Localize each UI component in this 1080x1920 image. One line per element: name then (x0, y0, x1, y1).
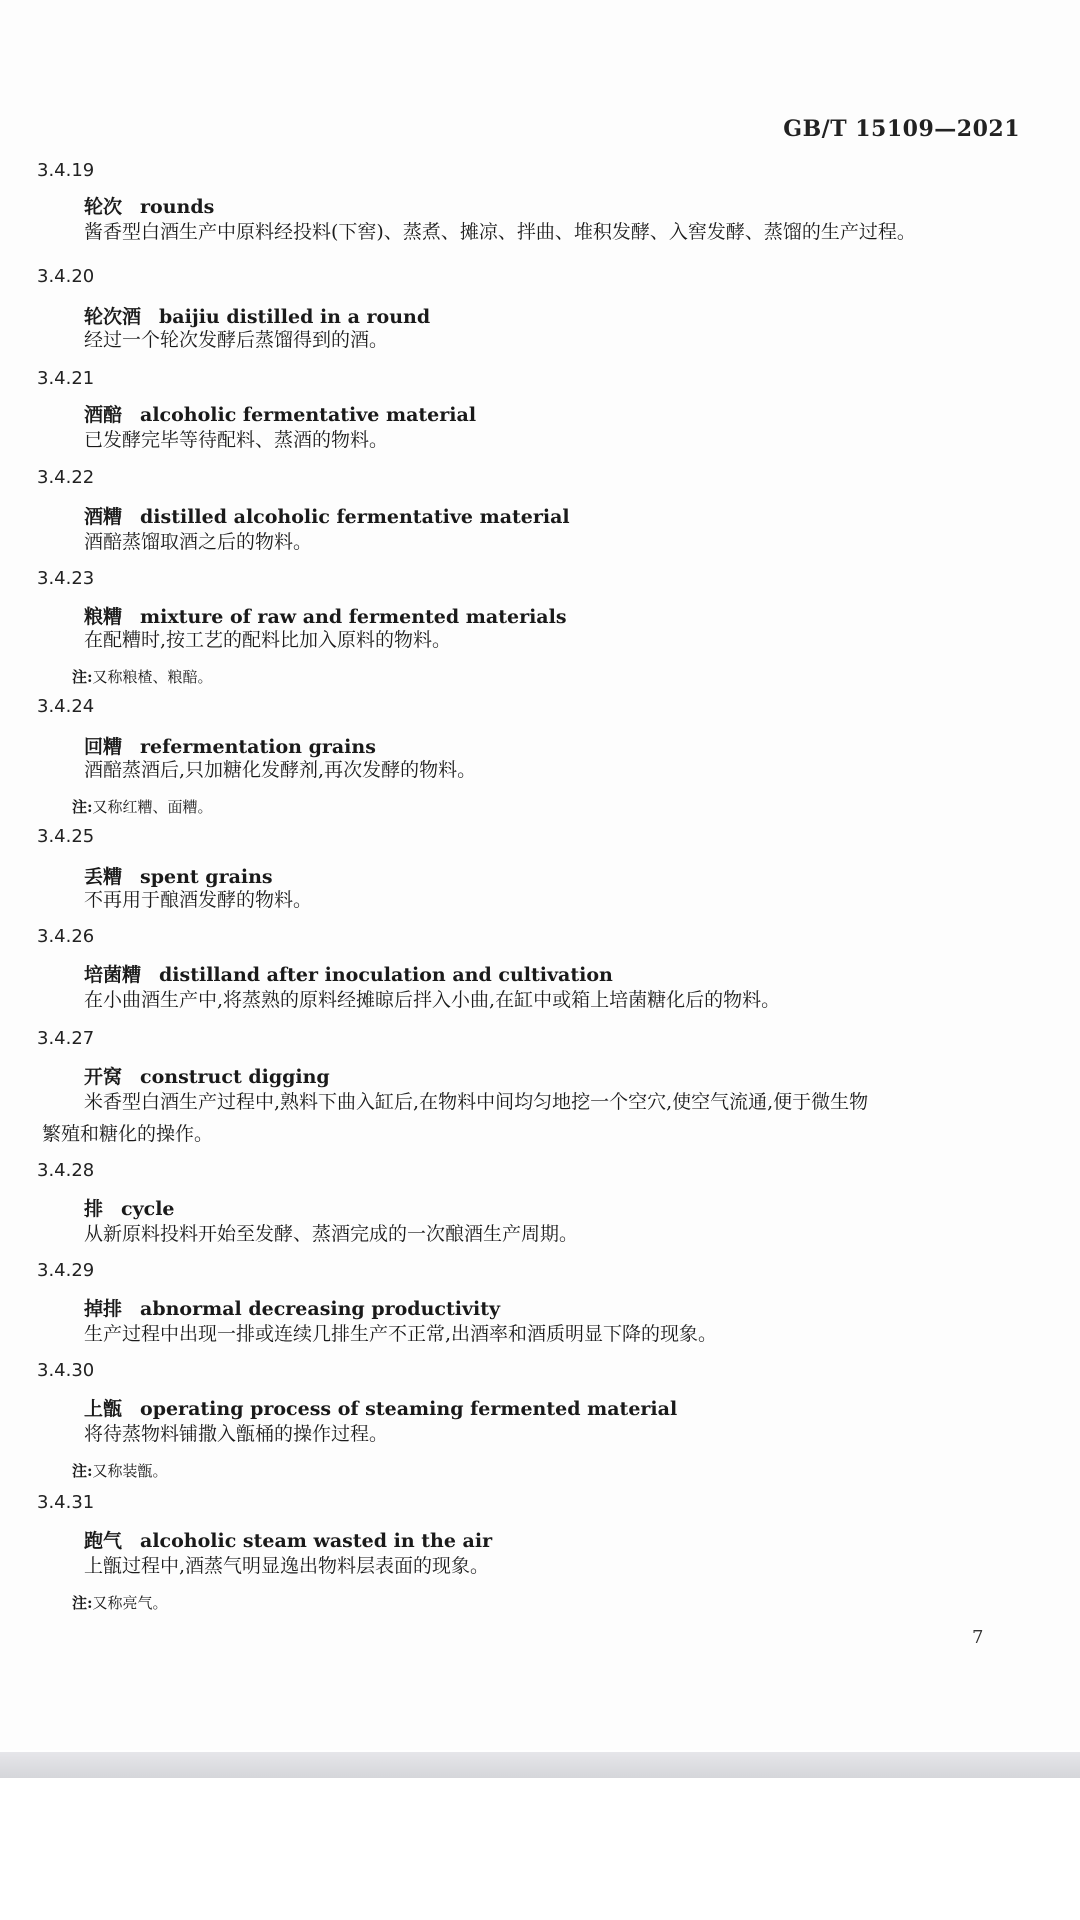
term-zh: 酒醅 (84, 404, 123, 426)
term-note (72, 666, 213, 687)
term-number: 3.4.25 (37, 826, 95, 847)
term-number: 3.4.30 (37, 1360, 95, 1381)
term-en: baijiu distilled in a round (159, 306, 431, 328)
note-text: 又称红糟、面糟。 (92, 798, 213, 816)
term-number: 3.4.26 (37, 926, 95, 947)
term-en: cycle (121, 1198, 175, 1220)
term-zh: 掉排 (84, 1298, 123, 1320)
term-zh: 上甑 (84, 1398, 123, 1420)
page-number: 7 (972, 1627, 984, 1648)
term-zh: 丢糟 (84, 866, 123, 888)
note-label: 注: (72, 798, 93, 816)
term-number: 3.4.20 (37, 266, 95, 287)
term-definition: 生产过程中出现一排或连续几排生产不正常,出酒率和酒质明显下降的现象。 (84, 1323, 718, 1345)
term-definition: 酒醅蒸酒后,只加糖化发酵剂,再次发酵的物料。 (84, 759, 477, 781)
term-zh: 回糟 (84, 736, 123, 758)
term-title (84, 192, 214, 219)
term-zh: 粮糟 (84, 606, 123, 628)
term-title (84, 1194, 175, 1221)
term-zh: 轮次酒 (84, 306, 142, 328)
term-title (84, 400, 476, 427)
term-zh: 轮次 (84, 196, 123, 218)
term-number: 3.4.31 (37, 1492, 95, 1513)
term-zh: 排 (84, 1198, 104, 1220)
term-en: alcoholic fermentative material (140, 404, 477, 426)
term-note (72, 1460, 168, 1481)
standard-number: GB/T 15109—2021 (783, 116, 1020, 142)
viewer-page-divider (0, 1752, 1080, 1778)
term-definition: 米香型白酒生产过程中,熟料下曲入缸后,在物料中间均匀地挖一个空穴,使空气流通,便于微生物 (84, 1091, 869, 1113)
term-definition: 经过一个轮次发酵后蒸馏得到的酒。 (84, 329, 389, 351)
term-definition: 在配糟时,按工艺的配料比加入原料的物料。 (84, 629, 452, 651)
note-text: 又称装甑。 (92, 1462, 168, 1480)
term-number: 3.4.19 (37, 160, 95, 181)
term-definition: 酒醅蒸馏取酒之后的物料。 (84, 531, 313, 553)
term-definition: 从新原料投料开始至发酵、蒸酒完成的一次酿酒生产周期。 (84, 1223, 579, 1245)
term-en: abnormal decreasing productivity (140, 1298, 501, 1320)
term-en: operating process of steaming fermented material (140, 1398, 678, 1420)
term-definition: 上甑过程中,酒蒸气明显逸出物料层表面的现象。 (84, 1555, 490, 1577)
term-number: 3.4.24 (37, 696, 95, 717)
term-number: 3.4.21 (37, 368, 95, 389)
term-definition-continued: 繁殖和糖化的操作。 (42, 1123, 214, 1145)
note-label: 注: (72, 668, 93, 686)
term-note (72, 796, 213, 817)
note-label: 注: (72, 1594, 93, 1612)
term-note (72, 1592, 168, 1613)
term-definition: 不再用于酿酒发酵的物料。 (84, 889, 313, 911)
note-text: 又称粮楂、粮醅。 (92, 668, 213, 686)
term-number: 3.4.28 (37, 1160, 95, 1181)
term-title (84, 960, 613, 987)
note-text: 又称亮气。 (92, 1594, 168, 1612)
term-zh: 跑气 (84, 1530, 123, 1552)
term-zh: 开窝 (84, 1066, 123, 1088)
term-zh: 酒糟 (84, 506, 123, 528)
term-definition: 已发酵完毕等待配料、蒸酒的物料。 (84, 429, 389, 451)
term-en: distilland after inoculation and cultivation (159, 964, 613, 986)
term-definition: 酱香型白酒生产中原料经投料(下窖)、蒸煮、摊凉、拌曲、堆积发酵、入窖发酵、蒸馏的生产过程。 (84, 221, 916, 243)
term-en: distilled alcoholic fermentative material (140, 506, 570, 528)
term-title (84, 1394, 677, 1421)
term-en: mixture of raw and fermented materials (140, 606, 567, 628)
term-number: 3.4.22 (37, 467, 95, 488)
term-en: refermentation grains (140, 736, 376, 758)
term-number: 3.4.23 (37, 568, 95, 589)
term-title (84, 502, 570, 529)
viewer-blank-area[interactable] (0, 1778, 1080, 1920)
term-number: 3.4.29 (37, 1260, 95, 1281)
term-number: 3.4.27 (37, 1028, 95, 1049)
term-en: spent grains (140, 866, 273, 888)
term-en: construct digging (140, 1066, 330, 1088)
term-zh: 培菌糟 (84, 964, 142, 986)
term-title (84, 1526, 492, 1553)
term-definition: 在小曲酒生产中,将蒸熟的原料经摊晾后拌入小曲,在缸中或箱上培菌糖化后的物料。 (84, 989, 781, 1011)
term-en: rounds (140, 196, 215, 218)
note-label: 注: (72, 1462, 93, 1480)
term-definition: 将待蒸物料铺撒入甑桶的操作过程。 (84, 1423, 389, 1445)
term-title (84, 1062, 330, 1089)
term-title (84, 1294, 500, 1321)
term-en: alcoholic steam wasted in the air (140, 1530, 493, 1552)
